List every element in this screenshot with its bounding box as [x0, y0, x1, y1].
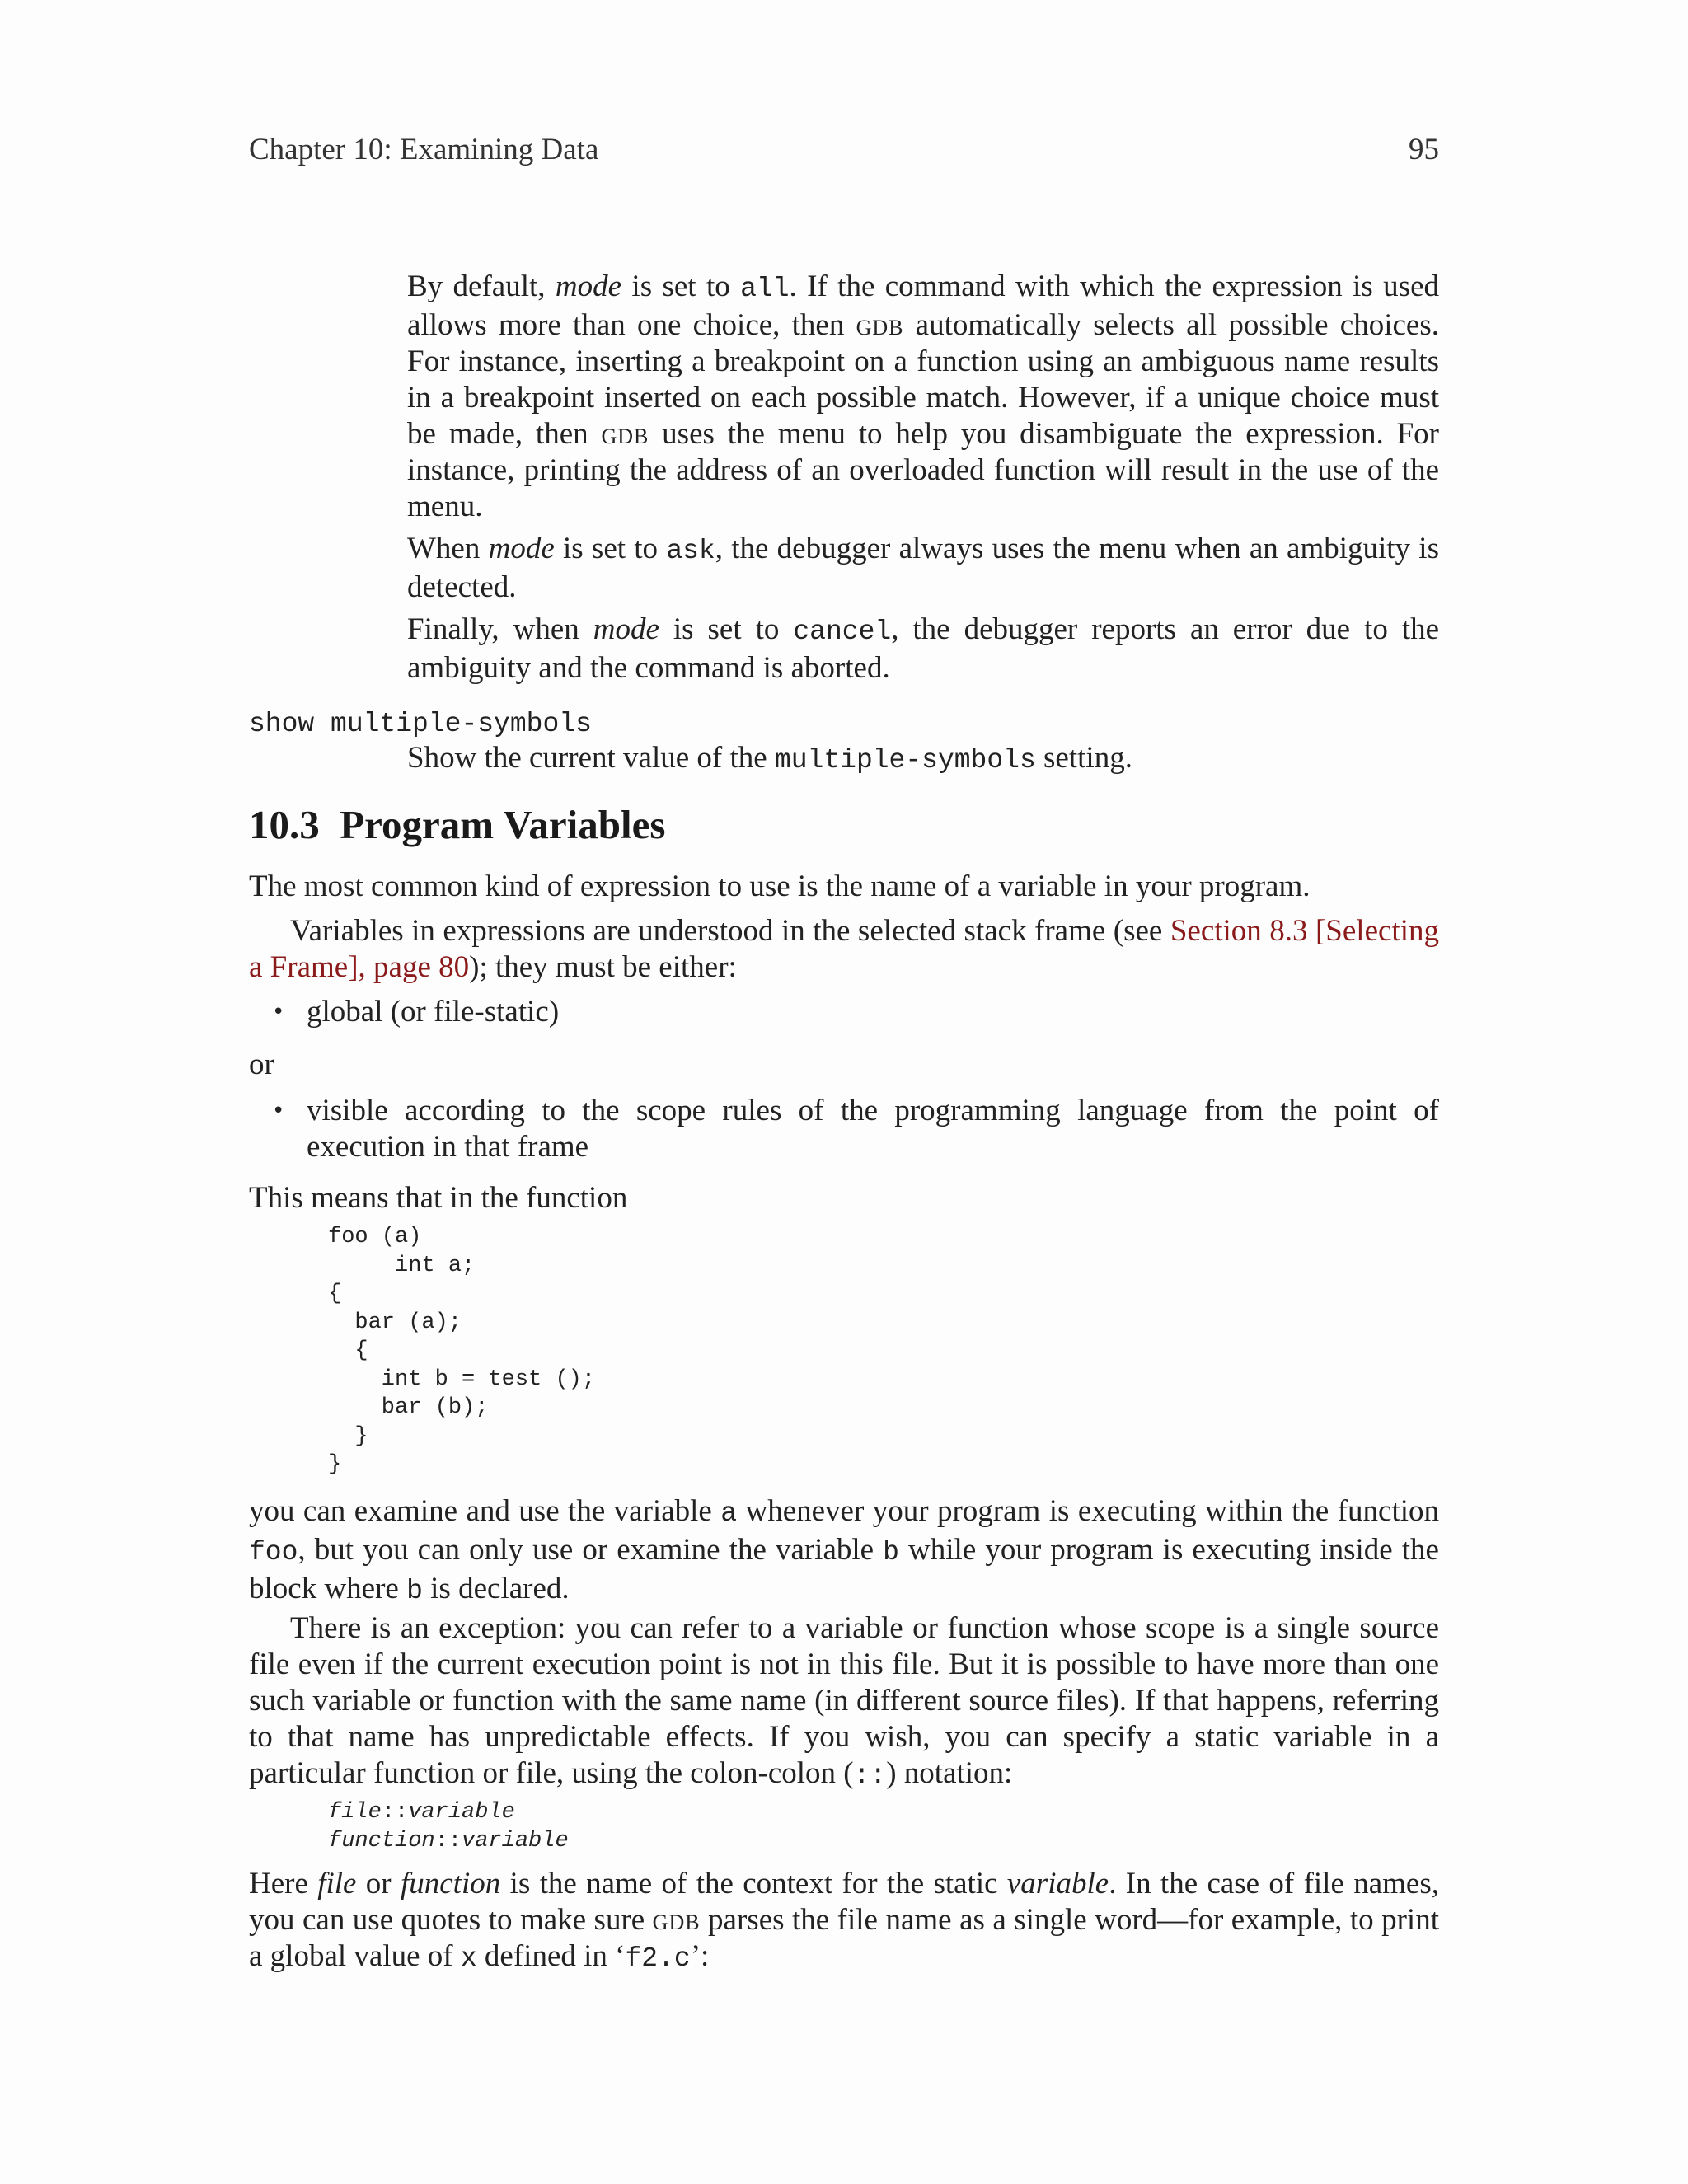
page-number: 95	[1409, 133, 1439, 166]
section-heading	[249, 801, 665, 848]
show-command-term: show multiple-symbols	[249, 709, 592, 739]
show-command-description: Show the current value of the multiple-symbols setting.	[407, 741, 1132, 776]
bullet-item-visible: visible according to the scope rules of the programming language from the point of execution in that frame	[307, 1094, 1439, 1164]
notation-example: file::variable function::variable	[328, 1800, 569, 1854]
means-text: This means that in the function	[249, 1181, 628, 1215]
here-paragraph: Here file or function is the name of the context for the static variable. In the case of file names, you can use quotes to make sure gdb parses the file name as a single word—for example, to print a global value of x defined in ‘f2.c’:	[249, 1867, 1439, 1974]
page-header	[249, 132, 1439, 167]
examine-paragraph: you can examine and use the variable a whenever your program is executing within the function foo, but you can only use or examine the variable b while your program is executing inside the block where b is declared.	[249, 1494, 1440, 1606]
bullet-marker: •	[272, 1000, 285, 1024]
code-example: foo (a) int a; { bar (a); { int b = test (); bar (b); } }	[328, 1225, 596, 1477]
exception-paragraph: There is an exception: you can refer to a variable or function whose scope is a single source file even if the current execution point is not in this file. But it is possible to have more than one such variable or function with the same name (in different source files). If that happens, referring to that name has unpredictable effects. If you wish, you can specify a static variable in a particular function or file, using the colon-colon (::) notation:	[249, 1611, 1439, 1791]
bullet-item-global: global (or file-static)	[307, 995, 560, 1029]
section-number: 10.3	[249, 802, 320, 847]
variables-paragraph: Variables in expressions are understood in the selected stack frame (see Section 8.3 [Selecting a Frame], page 80); they must be either:	[249, 914, 1439, 984]
ask-paragraph: When mode is set to ask, the debugger always uses the menu when an ambiguity is detected.	[407, 532, 1439, 604]
cancel-paragraph: Finally, when mode is set to cancel, the debugger reports an error due to the ambiguity and the command is aborted.	[407, 612, 1439, 685]
intro-paragraph: The most common kind of expression to use is the name of a variable in your program.	[249, 869, 1311, 903]
section-link[interactable]: Section 8.3 [Selecting a Frame], page 80	[249, 914, 1439, 984]
or-text: or	[249, 1047, 274, 1081]
chapter-title: Chapter 10: Examining Data	[249, 133, 599, 166]
section-title: Program Variables	[340, 802, 666, 847]
bullet-marker: •	[272, 1099, 285, 1123]
mode-paragraph: By default, mode is set to all. If the command with which the expression is used allows more than one choice, then gdb automatically selects all possible choices. For instance, inserting a breakpoint on a function using an ambiguous name results in a breakpoint inserted on each possible match. However, if a unique choice must be made, then gdb uses the menu to help you disambiguate the expression. For instance, printing the address of an overloaded function will result in the use of the menu.	[407, 269, 1440, 523]
